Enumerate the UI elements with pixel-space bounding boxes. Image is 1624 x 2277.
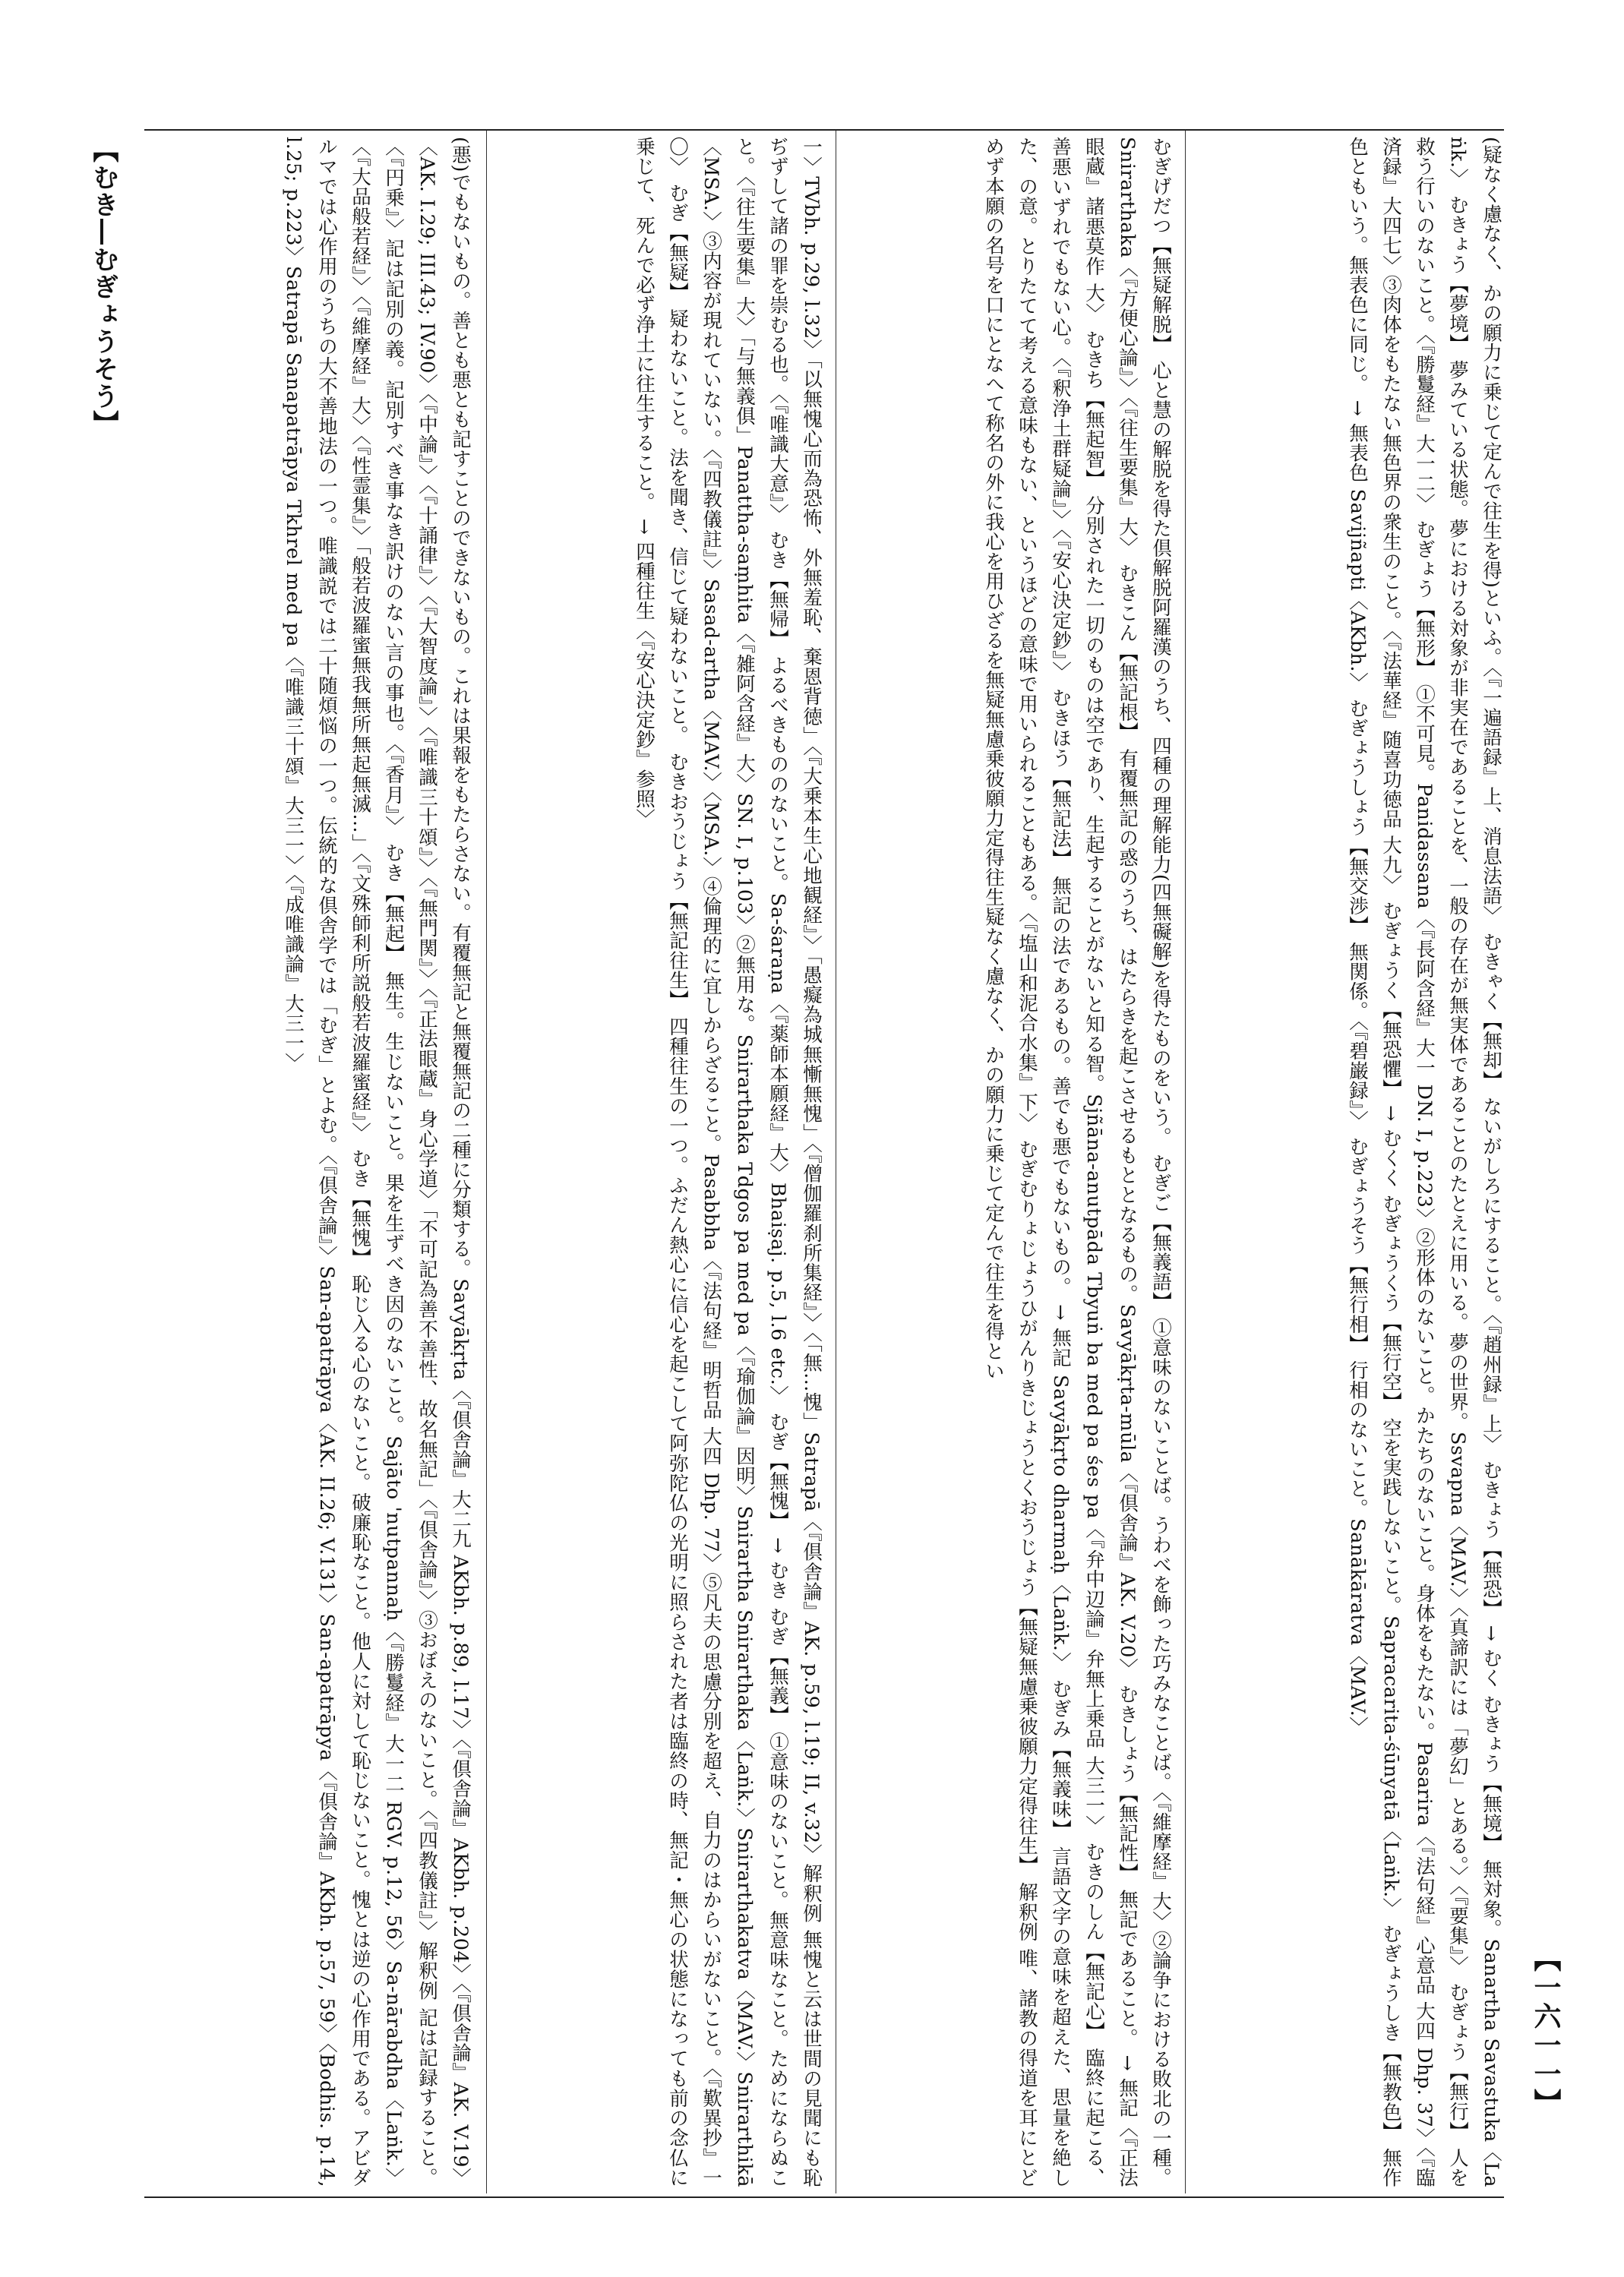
column-divider: [486, 131, 487, 2193]
text-column-2: 一〉TVbh. p.29, l.32〉「以無愧心而為恐怖、外無羞恥、棄恩背徳」〈『大乗本生心地観経』〉「愚癡為城無慚無愧」〈『僧伽羅刹所集経』〉〈「無…愧」Satrapā〈『倶舎論』AK. p.59, l.19; II, v.32〉解釈例 無愧と云は世間の見聞にも恥ぢずして諸の罪を崇むる也。〈『唯識大意』〉 むき【無帰】 よるべきもののないこと。Sa-śaraṇa〈『薬師本願経』大〉Bhaiṣaj. p.5, l.6 etc.〉 むぎ【無愧】 → むき むぎ【無義】 ①意味のないこと。無意味なこと。ためにならぬこと。〈『往生要集』大〉「与無義俱」Panattha-saṃhita〈『雑阿含経』大〉SN. I, p.103〉②無用な。Snirarthaka Tdgos pa med pa〈『瑜伽論』因明〉Snirartha Snirarthaka〈Laṅk.〉Snirarthakatva〈MAV.〉Snirarthikā〈MSA.〉③内容が現れていない。〈『四教儀註』〉Sasad-artha〈MAV.〉〈MSA.〉④倫理的に宜しからざること。Pasabbha〈『法句経』明哲品 大四 Dhp. 77〉⑤凡夫の思慮分別を超え、自力のはからいがないこと。〈『歎異抄』一〇〉 むぎ【無疑】 疑わないこと。法を聞き、信じて疑わないこと。 むきおうじょう【無記往生】 四種往生の一つ。ふだん熱心に信心を起こして阿弥陀仏の光明に照らされた者は臨終の時、無記・無心の状態になっても前の念仏に乗じて、死んで必ず浄土に往生すること。 → 四種往生〈『安心決定鈔』参照〉: [633, 137, 823, 2187]
running-header-title: 【むき―むぎょうそう】: [88, 137, 118, 437]
text-column-3: むぎげだつ【無疑解脱】 心と慧の解脱を得た倶解脱阿羅漢のうち、四種の理解能力(四無礙解)を得たものをいう。 むぎご【無義語】 ①意味のないことば。うわべを飾った巧みなことば。〈『維摩経』大〉②論争における敗北の一種。Snirarthaka〈『方便心論』〉〈『往生要集』大〉 むきこん【無記根】 有覆無記の惑のうち、はたらきを起こさせるもととなるもの。Savyākṛta-mūla〈『倶舎論』AK. V.20〉 むきしょう【無記性】 無記であること。 → 無記〈『正法眼蔵』諸悪莫作 大〉 むきち【無起智】 分別された一切のものは空であり、生起することがないと知る智。Sjñāna-anutpāda Tbyuṅ ba med pa śes pa〈『弁中辺論』弁無上乗品 大三一〉 むきのしん【無記心】 臨終に起こる、善悪いずれでもない心。〈『釈浄土群疑論』〉〈『安心決定鈔』〉 むきほう【無記法】 無記の法であるもの。善でも悪でもないもの。 → 無記 Savyākṛto dharmaḥ〈Laṅk.〉 むぎみ【無義味】 言語文字の意味を超えた、思量を絶した、の意。とりたてて考える意味もない、というほどの意味で用いられることもある。〈『塩山和泥合水集』下〉 むぎむりょじょうひがんりきじょうとくおうじょう【無疑無慮乗彼願力定得往生】 解釈例 唯、諸教の得道を耳にとどめず本願の名号を口にとなへて称名の外に我心を用ひざるを無疑無慮乗彼願力定得往生疑なく慮なく、かの願力に乗じて定んで往生を得とい: [982, 137, 1172, 2187]
page-number: 【一六一一】: [1530, 1944, 1562, 2118]
column-divider: [1185, 131, 1186, 2193]
text-column-4: (疑なく慮なく、かの願力に乗じて定んで往生を得)といふ。〈『一遍語録』上、消息法語〉 むきゃく【無却】 ないがしろにすること。〈『趙州録』上〉 むきょう【無恐】 → むく むきょう【無境】 無対象。Sanartha Savastuka〈Laṅk.〉 むきょう【夢境】 夢みている状態。夢における対象が非実在であることを、一般の存在が無実体であることのたとえに用いる。夢の世界。Ssvapna〈MAV.〉〈真諦訳には「夢幻」とある。〉〈『要集』〉 むぎょう【無行】 人を救う行いのないこと。〈『勝鬘経』大一二〉 むぎょう【無形】 ①不可見。Panidassana〈『長阿含経』大一 DN. I, p.223〉②形体のないこと。かたちのないこと。身体をもたない。Pasarira〈『法句経』心意品 大四 Dhp. 37〉〈『臨済録』大四七〉③肉体をもたない無色界の衆生のこと。〈『法華経』随喜功徳品 大九〉 むぎょうく【無恐懼】 → むくく むぎょうくう【無行空】 空を実践しないこと。Sapracarita-śūnyatā〈Laṅk.〉 むぎょうしき【無教色】 無作色ともいう。無表色に同じ。 → 無表色 Savijñapti〈AKbh.〉 むぎょうしょう【無交渉】 無関係。〈『碧巌録』〉 むぎょうそう【無行相】 行相のないこと。Sanākāratva〈MAV.〉: [1346, 137, 1502, 2187]
text-column-1: (悪)でもないもの。善とも悪とも記すことのできないもの。これは果報をもたらさない。有覆無記と無覆無記の二種に分類する。Savyākṛta〈『倶舎論』大二九 AKbh. p.89, l.17〉〈『倶舎論』AKbh. p.204〉〈『倶舎論』AK. V.19〉〈AK. I.29; III.43; IV.90〉〈『中論』〉〈『十誦律』〉〈『大智度論』〉〈『唯識三十頌』〉〈『無門関』〉〈『正法眼蔵』身心学道〉「不可記為善不善性、故名無記」〈『倶舎論』〉③おぼえのないこと。〈『四教儀註』〉解釈例 記は記録すること。〈『円乗』〉記は記別の義。記別すべき事なき訳けのない言の事也。〈『香月』〉 むき【無起】 無生。生じないこと。果を生ずべき因のないこと。Sajāto 'nutpannaḥ〈『勝鬘経』大一二 RGV. p.12, 56〉Sa-nārabdha〈Laṅk.〉〈『大品般若経』〉〈『維摩経』大〉〈『性霊集』〉「般若波羅蜜無我無所無起無滅…」〈『文殊師利所説般若波羅蜜経』〉 むき【無愧】 恥じ入る心のないこと。破廉恥なこと。他人に対して恥じないこと。愧とは逆の心作用である。アビダルマでは心作用のうちの大不善地法の一つ。唯識説では二十随煩悩の一つ。伝統的な倶舎学では「むぎ」とよむ。〈『倶舎論』〉San-apatrāpya〈AK. II.26; V.131〉San-apatrāpya〈『倶舎論』AKbh. p.57, 59〉〈Bodhis. p.14, l.25; p.223〉Satrapā Sanapatrāpya Tkhrel med pa〈『唯識三十頌』大三一〉〈『成唯識論』大三一〉: [282, 137, 472, 2187]
